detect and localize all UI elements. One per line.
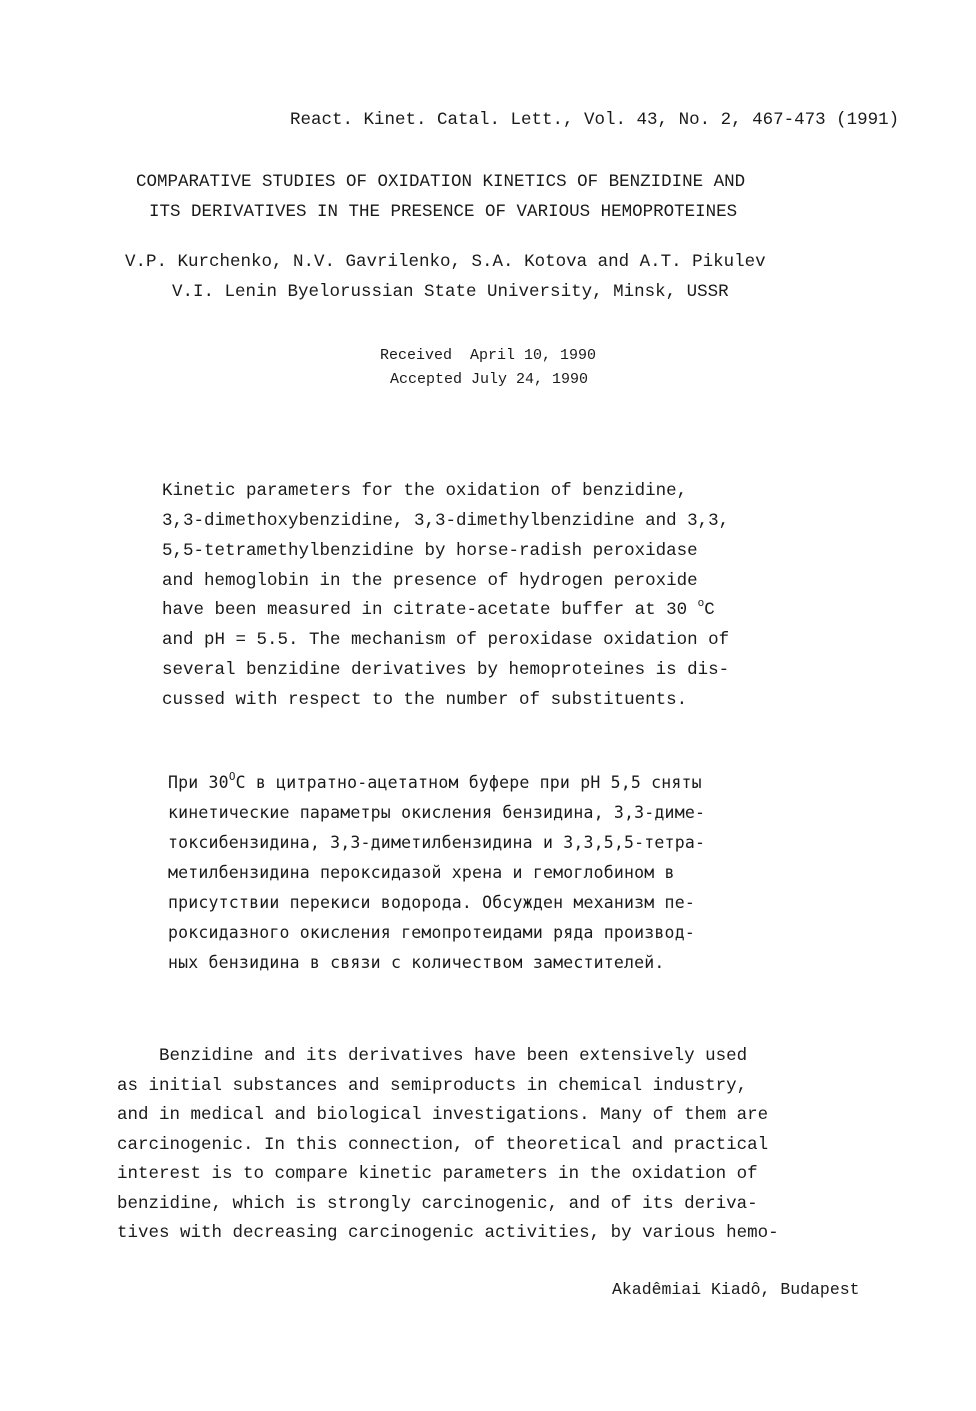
abstract-line: 3,3-dimethoxybenzidine, 3,3-dimethylbenzidine and 3,3, [162,511,730,531]
received-date: Received April 10, 1990 [380,347,597,364]
affiliation: V.I. Lenin Byelorussian State University, Minsk, USSR [172,282,729,302]
title-line-2: ITS DERIVATIVES IN THE PRESENCE OF VARIOUS HEMOPROTEINES [149,202,738,222]
abstract-ru-line: кинетические параметры окисления бензидина, 3,3-диме- [168,803,706,822]
accepted-date: Accepted July 24, 1990 [390,371,589,388]
abstract-ru-prefix: При 30 [168,773,229,792]
abstract-ru-line: метилбензидина пероксидазой хрена и гемоглобином в [168,863,675,882]
abstract-line: have been measured in citrate-acetate buffer at 30 [162,600,698,620]
abstract-line: and hemoglobin in the presence of hydrogen peroxide [162,571,698,591]
authors: V.P. Kurchenko, N.V. Gavrilenko, S.A. Kotova and A.T. Pikulev [125,252,766,272]
abstract-line: cussed with respect to the number of substituents. [162,690,688,710]
abstract-line: and pH = 5.5. The mechanism of peroxidase oxidation of [162,630,730,650]
abstract-ru-line: ных бензидина в связи с количеством заместителей. [168,953,665,972]
body-line: tives with decreasing carcinogenic activities, by various hemo- [117,1223,779,1243]
body-line: carcinogenic. In this connection, of theoretical and practical [117,1135,769,1155]
body-line: Benzidine and its derivatives have been extensively used [117,1046,748,1066]
abstract-line: several benzidine derivatives by hemoproteines is dis- [162,660,730,680]
publisher-footer: Akadêmiai Kiadô, Budapest [612,1280,860,1299]
abstract-ru-line: токсибензидина, 3,3-диметилбензидина и 3,3,5,5-тетра- [168,833,706,852]
degree-sign: o [697,598,705,610]
body-line: as initial substances and semiproducts in chemical industry, [117,1076,748,1096]
body-line: interest is to compare kinetic parameters in the oxidation of [117,1164,758,1184]
title-line-1: COMPARATIVE STUDIES OF OXIDATION KINETICS OF BENZIDINE AND [136,172,746,192]
body-line: and in medical and biological investigations. Many of them are [117,1105,769,1125]
abstract-line: 5,5-tetramethylbenzidine by horse-radish peroxidase [162,541,698,561]
abstract-ru-line: присутствии перекиси водорода. Обсужден механизм пе- [168,893,695,912]
celsius-letter: C [704,600,715,620]
body-line: benzidine, which is strongly carcinogenic, and of its deriva- [117,1194,758,1214]
abstract-line: Kinetic parameters for the oxidation of benzidine, [162,481,688,501]
abstract-ru-line: роксидазного окисления гемопротеидами ряда производ- [168,923,695,942]
degree-sign: O [228,770,236,783]
abstract-ru-line-temperature [168,770,702,793]
journal-reference: React. Kinet. Catal. Lett., Vol. 43, No. 2, 467-473 (1991) [290,110,900,130]
abstract-ru-suffix: С в цитратно-ацетатном буфере при pH 5,5 сняты [235,773,702,792]
abstract-line-temperature [162,600,715,620]
